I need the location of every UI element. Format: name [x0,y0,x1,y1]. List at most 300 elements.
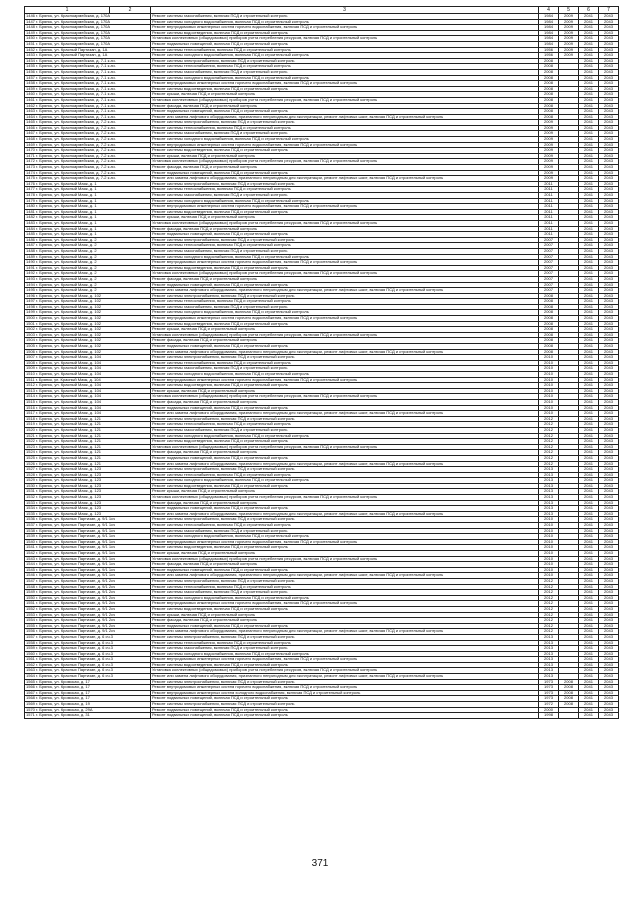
plan-start-cell: 2041 [579,394,599,400]
plan-start-cell: 2041 [579,439,599,445]
row-number: 1484 [26,226,35,231]
plan-end-cell: 2043 [599,276,619,282]
plan-start-cell: 2041 [579,198,599,204]
address: г. Брянск, ул. Красных Партизан, д. 6 сч.3 [36,673,113,679]
commission-year-cell: 2010 [539,377,559,383]
table-header-row [25,7,619,14]
work-type-cell: Ремонт системы водоотведения, включая ПСД и строительный контроль [151,265,539,271]
commission-year-cell: 2009 [539,125,559,131]
row-number: 1556 [26,628,35,634]
address: г. Брянск, ул. Красных Партизан, д. 9/1 2сч [36,578,116,583]
commission-year-cell: 2007 [539,288,559,294]
row-number: 1523 [26,444,35,449]
work-type-cell: Ремонт системы электроснабжения, включая ПСД и строительный контроль [151,416,539,422]
plan-start-cell: 2041 [579,288,599,294]
address: г. Брянск, ул. Красный Маяк, д. 104 [36,382,102,388]
plan-start-cell: 2041 [579,411,599,417]
address: г. Брянск, ул. Красный Партизан, д. 1А [36,52,108,58]
work-type-cell: Ремонт подвальных помещений, включая ПСД и строительный контроль [151,109,539,115]
work-type-cell: Ремонт или замена лифтового оборудования, признанного непригодным для эксплуатации, ремонт лифтовых шахт, включая ПСД и строительный контроль [151,349,539,355]
last-repair-year-cell: 2008 [559,685,579,691]
row-number: 1546 [26,572,35,578]
address: г. Брянск, ул. Красный Маяк, д. 121 [36,427,102,432]
plan-end-cell: 2043 [599,120,619,126]
work-type-cell: Ремонт системы холодного водоснабжения, включая ПСД и строительный контроль [151,137,539,143]
plan-end-cell: 2043 [599,97,619,103]
plan-start-cell: 2041 [579,517,599,523]
plan-end-cell: 2043 [599,248,619,254]
plan-start-cell: 2041 [579,204,599,210]
address: г. Брянск, ул. Красных Партизан, д. 6 сч.3 [36,645,113,651]
commission-year-cell: 2008 [539,321,559,327]
commission-year-cell: 2008 [539,293,559,299]
column-header: 1 [25,7,110,14]
address: г. Брянск, ул. Красный Маяк, д. 123 [36,472,102,477]
commission-year-cell: 2009 [539,176,559,182]
work-type-cell: Установка коллективных (общедомовых) приборов учета потребления ресурсов, включая ПСД и строительный контроль [151,159,539,165]
work-type-cell: Ремонт системы холодного водоснабжения, включая ПСД и строительный контроль [151,478,539,484]
address: г. Брянск, ул. Красный Маяк, д. 1 [36,220,97,225]
work-type-cell: Ремонт фасада, включая ПСД и строительный контроль [151,450,539,456]
work-type-cell: Ремонт крыши, включая ПСД и строительный контроль [151,612,539,618]
plan-end-cell: 2043 [599,198,619,204]
plan-end-cell: 2043 [599,416,619,422]
row-number: 1552 [26,606,35,611]
plan-start-cell: 2041 [579,254,599,260]
commission-year-cell: 2010 [539,567,559,573]
plan-end-cell: 2043 [599,332,619,338]
plan-start-cell: 2041 [579,528,599,534]
work-type-cell: Ремонт системы водоотведения, включая ПСД и строительный контроль [151,439,539,445]
plan-start-cell: 2041 [579,86,599,92]
work-type-cell: Ремонт системы водоотведения, включая ПСД и строительный контроль [151,483,539,489]
commission-year-cell: 1984 [539,19,559,25]
plan-end-cell: 2043 [599,713,619,719]
plan-start-cell: 2041 [579,601,599,607]
plan-end-cell: 2043 [599,646,619,652]
plan-end-cell: 2043 [599,243,619,249]
plan-start-cell: 2041 [579,690,599,696]
plan-start-cell: 2041 [579,53,599,59]
column-header: 2 [110,7,151,14]
row-number: 1570 [26,707,35,712]
commission-year-cell: 2009 [539,159,559,165]
plan-start-cell: 2041 [579,220,599,226]
work-type-cell: Ремонт системы газоснабжения, включая ПСД и строительный контроль [151,366,539,372]
row-number: 1531 [26,488,35,494]
plan-start-cell: 2041 [579,344,599,350]
commission-year-cell: 2013 [539,506,559,512]
row-number: 1454 [26,58,35,63]
address: г. Брянск, ул. Красноармейская, д. 170А [36,19,111,24]
address: г. Брянск, ул. Красных Партизан, д. 9/1 2сч [36,589,116,595]
commission-year-cell: 2010 [539,366,559,372]
row-number: 1448 [26,24,35,30]
commission-year-cell: 2008 [539,332,559,338]
commission-year-cell: 2008 [539,310,559,316]
commission-year-cell: 2012 [539,595,559,601]
address: г. Брянск, ул. Красный Маяк, д. 1 [36,186,97,192]
plan-end-cell: 2043 [599,567,619,573]
commission-year-cell: 2008 [539,58,559,64]
commission-year-cell: 2009 [539,131,559,137]
row-number: 1500 [26,315,35,321]
commission-year-cell: 2013 [539,483,559,489]
plan-start-cell: 2041 [579,450,599,456]
address: г. Брянск, ул. Кромская, д. 29А [36,707,93,712]
work-type-cell: Ремонт системы теплоснабжения, включая ПСД и строительный контроль [151,243,539,249]
row-number: 1537 [26,522,35,528]
plan-start-cell: 2041 [579,612,599,618]
commission-year-cell: 2011 [539,198,559,204]
work-type-cell: Ремонт системы холодного водоснабжения, включая ПСД и строительный контроль [151,534,539,540]
commission-year-cell: 2012 [539,439,559,445]
plan-end-cell: 2043 [599,75,619,81]
commission-year-cell: 2010 [539,528,559,534]
plan-start-cell: 2041 [579,489,599,495]
address: г. Брянск, ул. Красных Партизан, д. 9/1 2сч [36,617,116,623]
row-number: 1511 [26,377,35,382]
address: г. Брянск, ул. Красных Партизан, д. 6 сч.3 [36,667,113,673]
address: г. Брянск, ул. Красный Маяк, д. 104 [36,360,102,365]
work-type-cell: Ремонт крыши, включая ПСД и строительный контроль [151,153,539,159]
plan-end-cell: 2043 [599,433,619,439]
plan-end-cell: 2043 [599,321,619,327]
work-type-cell: Ремонт системы теплоснабжения, включая ПСД и строительный контроль [151,125,539,131]
row-number: 1566 [26,684,35,690]
work-type-cell: Ремонт системы электроснабжения, включая ПСД и строительный контроль [151,355,539,361]
row-number: 1474 [26,170,35,175]
plan-start-cell: 2041 [579,584,599,590]
work-type-cell: Ремонт внутридомовых инженерных систем горячего водоснабжения, включая ПСД и строительный контроль [151,601,539,607]
work-type-cell: Ремонт подвальных помещений, включая ПСД и строительный контроль [151,282,539,288]
plan-start-cell: 2041 [579,506,599,512]
row-number: 1457 [26,75,35,80]
commission-year-cell: 2010 [539,383,559,389]
plan-start-cell: 2041 [579,265,599,271]
row-number: 1473 [26,164,35,170]
row-number: 1554 [26,617,35,623]
commission-year-cell: 2013 [539,657,559,663]
plan-start-cell: 2041 [579,455,599,461]
work-type-cell: Ремонт системы электроснабжения, включая ПСД и строительный контроль [151,578,539,584]
commission-year-cell: 2011 [539,226,559,232]
address: г. Брянск, ул. Красноармейская, д. 7-1 к.ач. [36,80,116,86]
row-number: 1549 [26,589,35,595]
commission-year-cell: 2007 [539,260,559,266]
plan-start-cell: 2041 [579,629,599,635]
address: г. Брянск, ул. Красный Маяк, д. 104 [36,399,102,404]
work-type-cell: Установка коллективных (общедомовых) приборов учета потребления ресурсов, включая ПСД и строительный контроль [151,97,539,103]
work-type-cell: Ремонт системы холодного водоснабжения, включая ПСД и строительный контроль [151,198,539,204]
row-number: 1447 [26,19,35,24]
address: г. Брянск, ул. Кромская, д. 17 [36,679,90,684]
commission-year-cell: 2012 [539,433,559,439]
work-type-cell: Ремонт внутридомовых инженерных систем горячего водоснабжения, включая ПСД и строительный контроль [151,260,539,266]
plan-start-cell: 2041 [579,668,599,674]
work-type-cell: Ремонт системы газоснабжения, включая ПСД и строительный контроль [151,427,539,433]
plan-start-cell: 2041 [579,467,599,473]
work-type-cell: Ремонт фасада, включая ПСД и строительный контроль [151,276,539,282]
address: г. Брянск, ул. Красный Маяк, д. 102 [36,337,102,343]
row-number: 1564 [26,673,35,679]
commission-year-cell: 2013 [539,478,559,484]
plan-end-cell: 2043 [599,47,619,53]
work-type-cell: Ремонт подвальных помещений, включая ПСД и строительный контроль [151,713,539,719]
row-number: 1501 [26,321,35,326]
commission-year-cell: 2010 [539,405,559,411]
plan-start-cell: 2041 [579,355,599,361]
row-number: 1463 [26,108,35,114]
address: г. Брянск, ул. Красный Маяк, д. 123 [36,494,102,500]
row-number: 1465 [26,119,35,125]
plan-end-cell: 2043 [599,618,619,624]
plan-start-cell: 2041 [579,472,599,478]
address: г. Брянск, ул. Красноармейская, д. 7-1 к.ач. [36,69,116,74]
address: г. Брянск, ул. Кромская, д. 31 [36,712,90,718]
address: г. Брянск, ул. Красных Партизан, д. 9/1 1сч [36,544,116,550]
address: г. Брянск, ул. Кромская, д. 19 [36,701,90,707]
row-number: 1446 [26,13,35,18]
commission-year-cell: 2013 [539,634,559,640]
plan-end-cell: 2043 [599,483,619,489]
commission-year-cell: 2008 [539,75,559,81]
commission-year-cell: 2011 [539,215,559,221]
row-number: 1519 [26,421,35,427]
address: г. Брянск, ул. Красных Партизан, д. 6 сч.3 [36,634,113,639]
row-number: 1478 [26,192,35,197]
commission-year-cell: 2012 [539,422,559,428]
commission-year-cell: 2008 [539,86,559,92]
plan-end-cell: 2043 [599,517,619,523]
address: г. Брянск, ул. Красный Маяк, д. 121 [36,438,102,444]
plan-start-cell: 2041 [579,14,599,20]
work-type-cell: Ремонт системы водоотведения, включая ПСД и строительный контроль [151,321,539,327]
plan-end-cell: 2043 [599,137,619,143]
row-number: 1499 [26,309,35,315]
plan-start-cell: 2041 [579,92,599,98]
plan-start-cell: 2041 [579,427,599,433]
commission-year-cell: 2008 [539,338,559,344]
plan-end-cell: 2043 [599,411,619,417]
commission-year-cell: 2008 [539,316,559,322]
address: г. Брянск, ул. Красный Маяк, д. 2 [36,237,97,242]
row-number: 1524 [26,449,35,455]
work-type-cell: Ремонт крыши, включая ПСД и строительный контроль [151,215,539,221]
plan-start-cell: 2041 [579,338,599,344]
row-number: 1512 [26,382,35,388]
commission-year-cell: 2008 [539,92,559,98]
plan-end-cell: 2043 [599,545,619,551]
address: г. Брянск, ул. Красный Маяк, д. 102 [36,349,102,354]
plan-end-cell: 2043 [599,623,619,629]
work-type-cell: Ремонт внутридомовых инженерных систем горячего водоснабжения, включая ПСД и строительный контроль [151,204,539,210]
plan-start-cell: 2041 [579,153,599,159]
row-number: 1541 [26,544,35,550]
commission-year-cell: 2008 [539,304,559,310]
row-number: 1461 [26,97,35,102]
address: г. Брянск, ул. Красных Партизан, д. 9/1 2сч [36,623,116,628]
commission-year-cell: 2010 [539,388,559,394]
work-type-cell: Ремонт системы холодного водоснабжения, включая ПСД и строительный контроль [151,372,539,378]
commission-year-cell: 2011 [539,209,559,215]
row-number: 1562 [26,662,35,667]
work-type-cell: Ремонт фасада, включая ПСД и строительный контроль [151,338,539,344]
last-repair-year-cell: 2009 [559,47,579,53]
row-number: 1482 [26,214,35,220]
plan-start-cell: 2041 [579,651,599,657]
plan-end-cell: 2043 [599,372,619,378]
commission-year-cell: 2013 [539,651,559,657]
plan-end-cell: 2043 [599,668,619,674]
plan-start-cell: 2041 [579,120,599,126]
work-type-cell: Ремонт системы холодного водоснабжения, включая ПСД и строительный контроль [151,254,539,260]
row-number: 1515 [26,399,35,404]
plan-end-cell: 2043 [599,209,619,215]
plan-start-cell: 2041 [579,634,599,640]
row-number: 1486 [26,237,35,242]
last-repair-year-cell: 2009 [559,19,579,25]
plan-start-cell: 2041 [579,590,599,596]
work-type-cell: Ремонт фасада, включая ПСД и строительный контроль [151,500,539,506]
address: г. Брянск, ул. Красный Маяк, д. 102 [36,321,102,326]
address: г. Брянск, ул. Красноармейская, д. 7-1 к.ач. [36,103,116,108]
plan-end-cell: 2043 [599,220,619,226]
row-number: 1488 [26,248,35,253]
row-number: 1568 [26,695,35,701]
plan-end-cell: 2043 [599,344,619,350]
plan-end-cell: 2043 [599,215,619,221]
work-type-cell: Ремонт системы теплоснабжения, включая ПСД и строительный контроль [151,472,539,478]
work-type-cell: Ремонт фасада, включая ПСД и строительный контроль [151,103,539,109]
row-number: 1518 [26,416,35,421]
work-type-cell: Ремонт подвальных помещений, включая ПСД и строительный контроль [151,567,539,573]
plan-start-cell: 2041 [579,416,599,422]
address: г. Брянск, ул. Красных Партизан, д. 9/1 2сч [36,584,116,589]
work-type-cell: Ремонт или замена лифтового оборудования, признанного непригодным для эксплуатации, ремонт лифтовых шахт, включая ПСД и строительный контроль [151,461,539,467]
plan-start-cell: 2041 [579,260,599,266]
plan-start-cell: 2041 [579,248,599,254]
address: г. Брянск, ул. Красных Партизан, д. 9/1 1сч [36,550,116,555]
commission-year-cell: 2009 [539,142,559,148]
address: г. Брянск, ул. Красных Партизан, д. 9/1 1сч [36,533,116,539]
address: г. Брянск, ул. Красный Маяк, д. 121 [36,444,102,449]
commission-year-cell: 1972 [539,702,559,708]
plan-end-cell: 2043 [599,612,619,618]
plan-end-cell: 2043 [599,260,619,266]
row-number: 1536 [26,516,35,522]
plan-start-cell: 2041 [579,679,599,685]
work-type-cell: Ремонт или замена лифтового оборудования, признанного непригодным для эксплуатации, ремонт лифтовых шахт, включая ПСД и строительный контроль [151,573,539,579]
commission-year-cell: 2009 [539,153,559,159]
plan-start-cell: 2041 [579,293,599,299]
plan-end-cell: 2043 [599,455,619,461]
plan-start-cell: 2041 [579,282,599,288]
plan-start-cell: 2041 [579,646,599,652]
row-number: 1468 [26,136,35,142]
commission-year-cell: 2000 [539,707,559,713]
last-repair-year-cell: 2009 [559,30,579,36]
work-type-cell: Ремонт или замена лифтового оборудования, признанного непригодным для эксплуатации, ремонт лифтовых шахт, включая ПСД и строительный контроль [151,114,539,120]
plan-start-cell: 2041 [579,137,599,143]
row-number: 1542 [26,550,35,555]
row-number: 1528 [26,472,35,477]
plan-end-cell: 2043 [599,422,619,428]
address: г. Брянск, ул. Красных Партизан, д. 9/1 2сч [36,595,116,600]
plan-start-cell: 2041 [579,573,599,579]
row-number: 1452 [26,47,35,52]
address: г. Брянск, ул. Красных Партизан, д. 9/1 2сч [36,600,116,606]
capital-repair-table [24,6,619,719]
row-number: 1475 [26,175,35,181]
row-number: 1513 [26,388,35,393]
row-number: 1535 [26,511,35,516]
address: г. Брянск, ул. Красноармейская, д. 7-2 к.ач. [36,170,116,175]
commission-year-cell: 2010 [539,534,559,540]
commission-year-cell: 2010 [539,545,559,551]
last-repair-year-cell [559,713,579,719]
commission-year-cell: 1984 [539,14,559,20]
work-type-cell: Ремонт системы электроснабжения, включая ПСД и строительный контроль [151,293,539,299]
plan-start-cell: 2041 [579,114,599,120]
plan-end-cell: 2043 [599,360,619,366]
plan-end-cell: 2043 [599,181,619,187]
row-number: 1551 [26,600,35,606]
row-number: 1557 [26,634,35,639]
plan-end-cell: 2043 [599,327,619,333]
plan-start-cell: 2041 [579,562,599,568]
work-type-cell: Ремонт внутридомовых инженерных систем холодного водоснабжения, включая ПСД и строительный контроль [151,690,539,696]
plan-start-cell: 2041 [579,165,599,171]
work-type-cell: Ремонт или замена лифтового оборудования, признанного непригодным для эксплуатации, ремонт лифтовых шахт, включая ПСД и строительный контроль [151,288,539,294]
work-type-cell: Ремонт или замена лифтового оборудования, признанного непригодным для эксплуатации, ремонт лифтовых шахт, включая ПСД и строительный контроль [151,629,539,635]
address: г. Брянск, ул. Красный Маяк, д. 102 [36,315,102,321]
commission-year-cell: 2012 [539,427,559,433]
row-number: 1529 [26,477,35,483]
commission-year-cell: 1998 [539,713,559,719]
plan-start-cell: 2041 [579,422,599,428]
commission-year-cell: 2010 [539,411,559,417]
plan-end-cell: 2043 [599,114,619,120]
work-type-cell: Ремонт внутридомовых инженерных систем горячего водоснабжения, включая ПСД и строительный контроль [151,25,539,31]
address: г. Брянск, ул. Красный Маяк, д. 104 [36,410,102,416]
last-repair-year-cell: 2009 [559,36,579,42]
work-type-cell: Ремонт фасада, включая ПСД и строительный контроль [151,165,539,171]
row-number: 1462 [26,103,35,108]
row-number: 1530 [26,483,35,488]
plan-start-cell: 2041 [579,243,599,249]
last-repair-year-cell: 2009 [559,41,579,47]
row-number: 1489 [26,254,35,259]
column-header: 7 [599,7,619,14]
plan-start-cell: 2041 [579,578,599,584]
commission-year-cell: 2008 [539,64,559,70]
commission-year-cell: 2013 [539,674,559,680]
row-number: 1469 [26,142,35,147]
work-type-cell: Ремонт системы электроснабжения, включая ПСД и строительный контроль [151,181,539,187]
work-type-cell: Ремонт системы теплоснабжения, включая ПСД и строительный контроль [151,640,539,646]
row-number: 1547 [26,578,35,583]
plan-start-cell: 2041 [579,399,599,405]
plan-end-cell: 2043 [599,153,619,159]
work-type-cell: Ремонт системы теплоснабжения, включая ПСД и строительный контроль [151,187,539,193]
work-type-cell: Ремонт подвальных помещений, включая ПСД и строительный контроль [151,455,539,461]
plan-start-cell: 2041 [579,640,599,646]
commission-year-cell: 1956 [539,53,559,59]
commission-year-cell: 2012 [539,444,559,450]
plan-end-cell: 2043 [599,30,619,36]
work-type-cell: Установка коллективных (общедомовых) приборов учета потребления ресурсов, включая ПСД и строительный контроль [151,271,539,277]
